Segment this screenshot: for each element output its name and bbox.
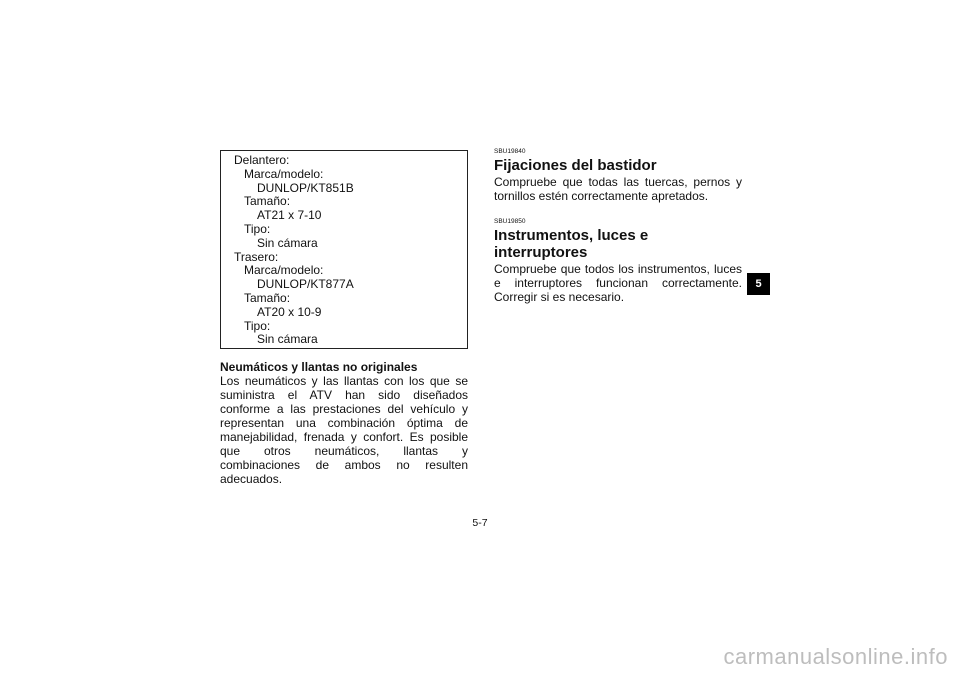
chapter-tab: 5 [747,273,770,295]
lights-section-body: Compruebe que todos los instrumentos, luces e interruptores funcionan correctamente. Corregir si es necesario. [494,262,742,304]
watermark: carmanualsonline.info [723,644,948,669]
rear-brand-value: DUNLOP/KT877A [257,277,354,292]
frame-section-title: Fijaciones del bastidor [494,157,657,174]
front-label: Delantero: [234,153,290,167]
front-size-value: AT21 x 7-10 [257,208,322,223]
lights-section-code: SBU19850 [494,218,526,225]
tire-note-heading: Neumáticos y llantas no originales [220,360,418,374]
frame-section-body: Compruebe que todas las tuercas, pernos y tornillos estén correctamente apretados. [494,175,742,203]
front-type-value: Sin cámara [257,235,318,250]
frame-section [494,148,742,203]
rear-size-value: AT20 x 10-9 [257,304,322,319]
tire-note-section [220,360,468,486]
lights-section-title: Instrumentos, luces e interruptores [494,227,649,261]
page-number: 5-7 [472,517,488,529]
frame-section-code: SBU19840 [494,148,526,155]
rear-brand-label: Marca/modelo: [244,263,324,278]
right-column [494,148,742,304]
rear-label: Trasero: [234,249,279,264]
front-brand-label: Marca/modelo: [244,166,324,181]
lights-section [494,218,742,304]
front-brand-value: DUNLOP/KT851B [257,180,354,195]
tire-spec-box [220,150,468,349]
front-size-label: Tamaño: [244,194,291,209]
rear-type-value: Sin cámara [257,332,318,347]
rear-type-label: Tipo: [244,318,271,333]
front-type-label: Tipo: [244,221,271,236]
tire-note-body: Los neumáticos y las llantas con los que se suministra el ATV han sido diseñados conforme a las prestaciones del vehículo y representan una combinación óptima de manejabilidad, frenada y confort. Es posible que otros neumáticos, llantas y combinaciones de ambos no resulten adecuados. [220,374,468,486]
rear-size-label: Tamaño: [244,290,291,305]
